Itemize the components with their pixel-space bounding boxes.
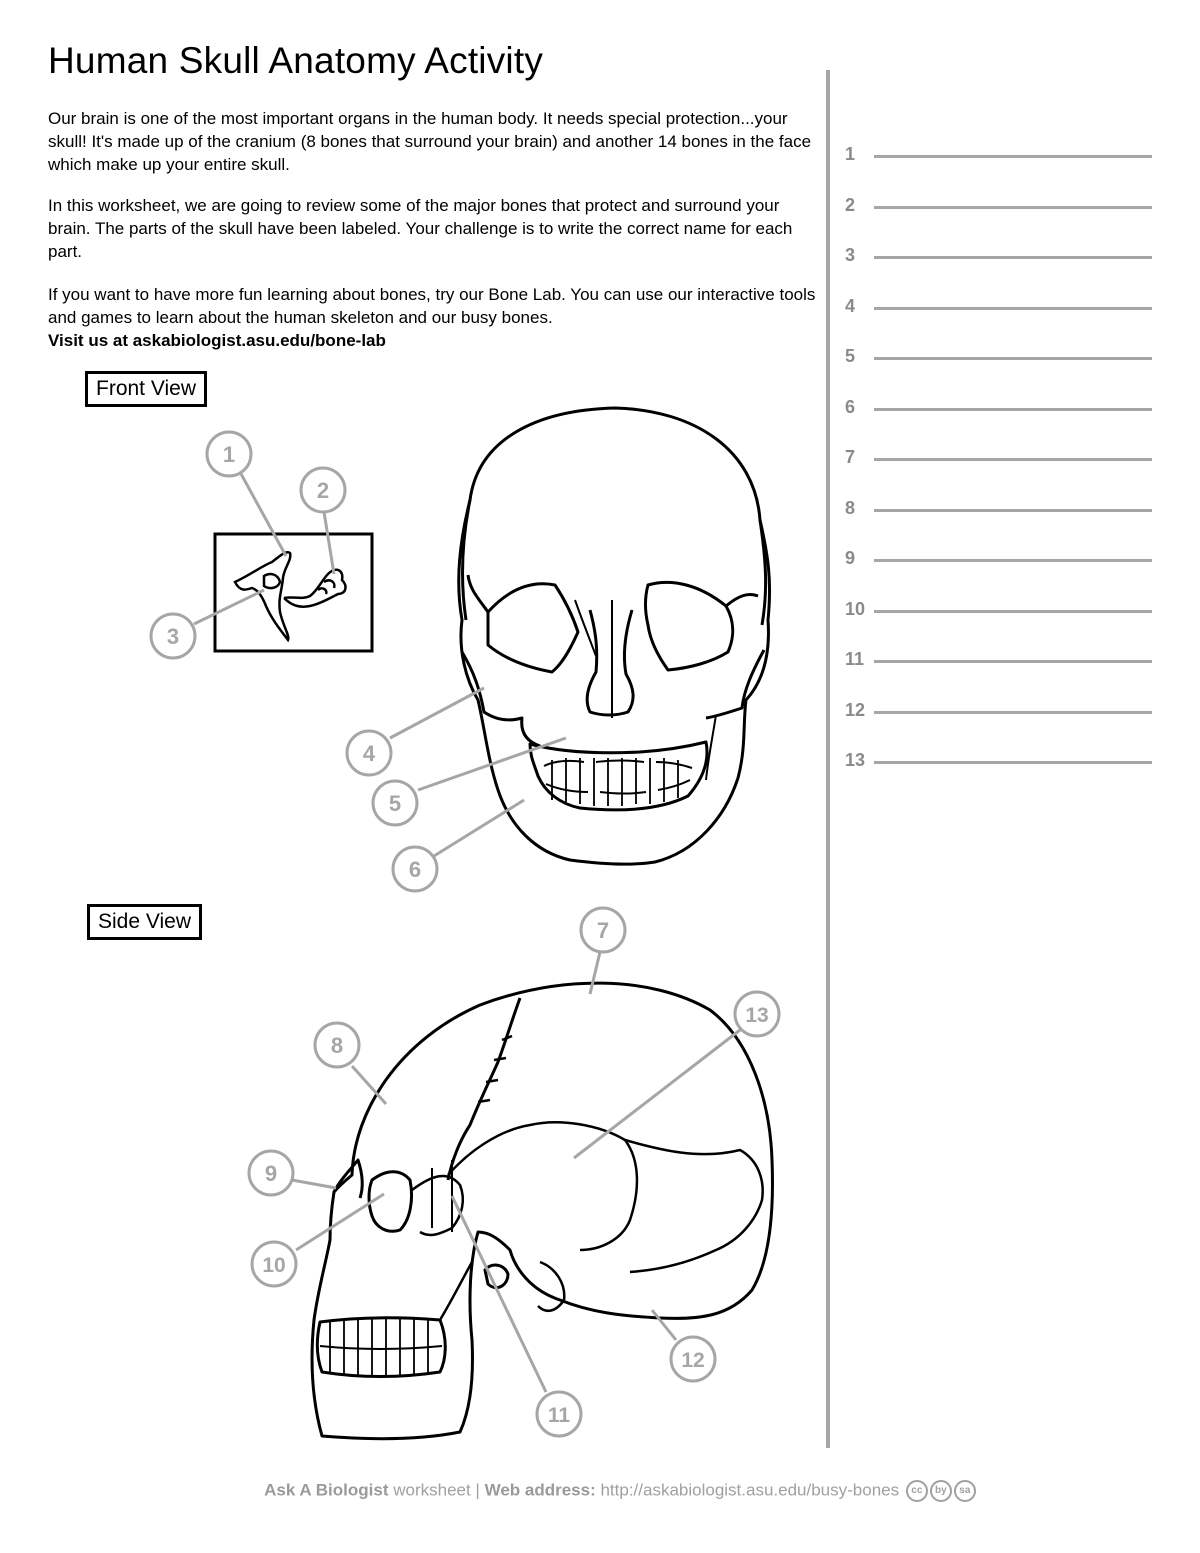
footer-url[interactable]: http://askabiologist.asu.edu/busy-bones <box>595 1480 900 1500</box>
bone-lab-text: If you want to have more fun learning about bones, try our Bone Lab. You can use our interactive tools and games to learn about the human skeleton and our busy bones. <box>48 285 816 327</box>
answer-number: 11 <box>845 649 865 669</box>
answer-number: 7 <box>845 447 856 467</box>
answer-row-2[interactable] <box>845 191 1155 221</box>
callout-9 <box>249 1151 293 1195</box>
callout-1 <box>207 432 251 476</box>
callout-3 <box>151 614 195 658</box>
answer-row-8[interactable] <box>845 494 1155 524</box>
answer-blank[interactable] <box>874 610 1152 613</box>
answer-blank[interactable] <box>874 155 1152 158</box>
by-icon: by <box>930 1480 952 1502</box>
ear-ossicles-inset <box>215 534 372 651</box>
page-title: Human Skull Anatomy Activity <box>48 40 544 81</box>
answer-row-5[interactable] <box>845 342 1155 372</box>
answer-row-10[interactable] <box>845 595 1155 625</box>
callout-8 <box>315 1023 359 1067</box>
answer-row-9[interactable] <box>845 544 1155 574</box>
answer-blank[interactable] <box>874 711 1152 714</box>
answer-row-1[interactable] <box>845 140 1155 170</box>
answer-number: 4 <box>845 296 856 316</box>
callout-7 <box>581 908 625 952</box>
answer-row-12[interactable] <box>845 696 1155 726</box>
answer-row-6[interactable] <box>845 393 1155 423</box>
visit-link[interactable]: Visit us at askabiologist.asu.edu/bone-lab <box>48 331 386 350</box>
answer-row-4[interactable] <box>845 292 1155 322</box>
callout-2 <box>301 468 345 512</box>
answer-number: 10 <box>845 599 866 619</box>
column-divider <box>826 70 830 1448</box>
callout-9-text: 9 <box>264 1161 278 1186</box>
callout-6 <box>393 847 437 891</box>
answer-blank[interactable] <box>874 256 1152 259</box>
callout-13-text: 13 <box>745 1004 769 1027</box>
answer-number: 12 <box>845 700 866 720</box>
intro-paragraph-1: Our brain is one of the most important organs in the human body. It needs special protection...your skull! It's made up of the cranium (8 bones that surround your brain) and another 14 bones in the face which make up your entire skull. <box>48 109 812 174</box>
cc-icon: cc <box>906 1480 928 1502</box>
answer-row-11[interactable] <box>845 645 1155 675</box>
answer-number: 9 <box>845 548 856 568</box>
callout-1-text: 1 <box>222 442 236 467</box>
answer-blank[interactable] <box>874 660 1152 663</box>
answer-number: 13 <box>845 750 866 770</box>
answer-number: 6 <box>845 397 856 417</box>
callout-10 <box>252 1242 296 1286</box>
callout-6-text: 6 <box>408 857 422 882</box>
front-view-label: Front View <box>85 371 207 407</box>
answer-number: 2 <box>845 195 856 215</box>
answer-blank[interactable] <box>874 307 1152 310</box>
footer-worksheet: worksheet | <box>388 1480 485 1500</box>
answer-blank[interactable] <box>874 559 1152 562</box>
callout-7-text: 7 <box>596 918 610 943</box>
callout-5-text: 5 <box>388 791 402 816</box>
callout-3-text: 3 <box>166 624 180 649</box>
callout-11-text: 11 <box>547 1404 571 1427</box>
answer-blank[interactable] <box>874 509 1152 512</box>
footer <box>0 1480 1200 1502</box>
callout-4 <box>347 731 391 775</box>
answer-blank[interactable] <box>874 458 1152 461</box>
callout-2-text: 2 <box>316 478 330 503</box>
footer-brand: Ask A Biologist <box>264 1480 389 1500</box>
answer-blank[interactable] <box>874 408 1152 411</box>
answer-number: 8 <box>845 498 856 518</box>
answer-number: 1 <box>845 144 856 164</box>
callout-12-text: 12 <box>681 1349 705 1372</box>
callout-4-text: 4 <box>362 741 376 766</box>
answer-row-7[interactable] <box>845 443 1155 473</box>
answer-number: 5 <box>845 346 856 366</box>
callout-5 <box>373 781 417 825</box>
answer-blank[interactable] <box>874 357 1152 360</box>
callout-11 <box>537 1392 581 1436</box>
answer-blank[interactable] <box>874 761 1152 764</box>
sa-icon: sa <box>954 1480 976 1502</box>
answer-row-13[interactable] <box>845 746 1155 776</box>
answer-row-3[interactable] <box>845 241 1155 271</box>
footer-web-label: Web address: <box>484 1480 596 1500</box>
intro-paragraph-2: In this worksheet, we are going to review some of the major bones that protect and surround your brain. The parts of the skull have been labeled. Your challenge is to write the correct name for each part. <box>48 196 793 261</box>
side-view-label: Side View <box>87 904 202 940</box>
answer-blank[interactable] <box>874 206 1152 209</box>
callout-13 <box>735 992 779 1036</box>
callout-8-text: 8 <box>330 1033 344 1058</box>
answer-number: 3 <box>845 245 856 265</box>
front-skull-drawing <box>459 408 770 864</box>
callout-12 <box>671 1337 715 1381</box>
callout-10-text: 10 <box>262 1254 286 1277</box>
